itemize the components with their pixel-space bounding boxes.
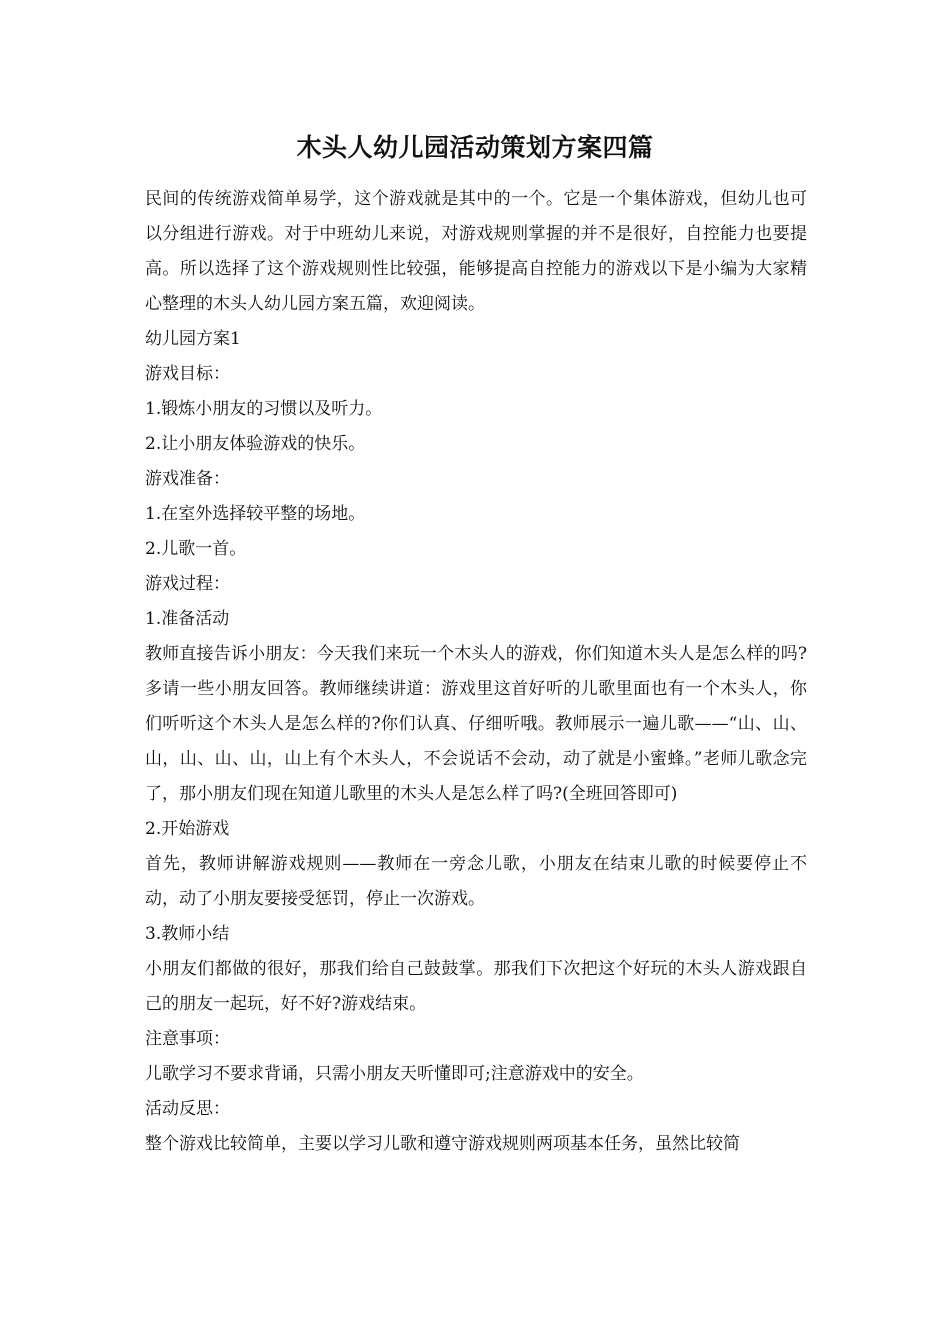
paragraph-prep-1: 1.在室外选择较平整的场地。 xyxy=(145,504,366,524)
document-body xyxy=(145,182,807,1162)
paragraph-goals-heading: 游戏目标： xyxy=(145,364,230,384)
paragraph-goal-2: 2.让小朋友体验游戏的快乐。 xyxy=(145,434,366,454)
paragraph-prep-heading: 游戏准备： xyxy=(145,469,230,489)
paragraph-step-1: 1.准备活动 xyxy=(145,609,230,629)
paragraph-notes-heading: 注意事项： xyxy=(145,1029,230,1049)
paragraph-step-2-body: 首先，教师讲解游戏规则——教师在一旁念儿歌，小朋友在结束儿歌的时候要停止不动，动了小朋友要接受惩罚，停止一次游戏。 xyxy=(145,854,807,909)
paragraph-notes-body: 儿歌学习不要求背诵，只需小朋友天听懂即可;注意游戏中的安全。 xyxy=(145,1064,644,1084)
paragraph-step-2: 2.开始游戏 xyxy=(145,819,230,839)
paragraph-process-heading: 游戏过程： xyxy=(145,574,230,594)
paragraph-step-1-body: 教师直接告诉小朋友：今天我们来玩一个木头人的游戏，你们知道木头人是怎么样的吗?多请一些小朋友回答。教师继续讲道：游戏里这首好听的儿歌里面也有一个木头人，你们听听这个木头人是怎么样的?你们认真、仔细听哦。教师展示一遍儿歌——“山、山、山，山、山、山，山上有个木头人，不会说话不会动，动了就是小蜜蜂。”老师儿歌念完了，那小朋友们现在知道儿歌里的木头人是怎么样了吗?(全班回答即可) xyxy=(145,644,807,804)
paragraph-prep-2: 2.儿歌一首。 xyxy=(145,539,247,559)
paragraph-step-3: 3.教师小结 xyxy=(145,924,230,944)
paragraph-section-heading: 幼儿园方案1 xyxy=(145,329,241,349)
paragraph-reflection-heading: 活动反思： xyxy=(145,1099,230,1119)
paragraph-intro: 民间的传统游戏简单易学，这个游戏就是其中的一个。它是一个集体游戏，但幼儿也可以分组进行游戏。对于中班幼儿来说，对游戏规则掌握的并不是很好，自控能力也要提高。所以选择了这个游戏规则性比较强，能够提高自控能力的游戏以下是小编为大家精心整理的木头人幼儿园方案五篇，欢迎阅读。 xyxy=(145,189,807,314)
paragraph-goal-1: 1.锻炼小朋友的习惯以及听力。 xyxy=(145,399,383,419)
document-title: 木头人幼儿园活动策划方案四篇 xyxy=(296,133,654,162)
paragraph-step-3-body: 小朋友们都做的很好，那我们给自己鼓鼓掌。那我们下次把这个好玩的木头人游戏跟自己的朋友一起玩，好不好?游戏结束。 xyxy=(145,959,807,1014)
paragraph-reflection-body: 整个游戏比较简单，主要以学习儿歌和遵守游戏规则两项基本任务，虽然比较简 xyxy=(145,1134,740,1154)
